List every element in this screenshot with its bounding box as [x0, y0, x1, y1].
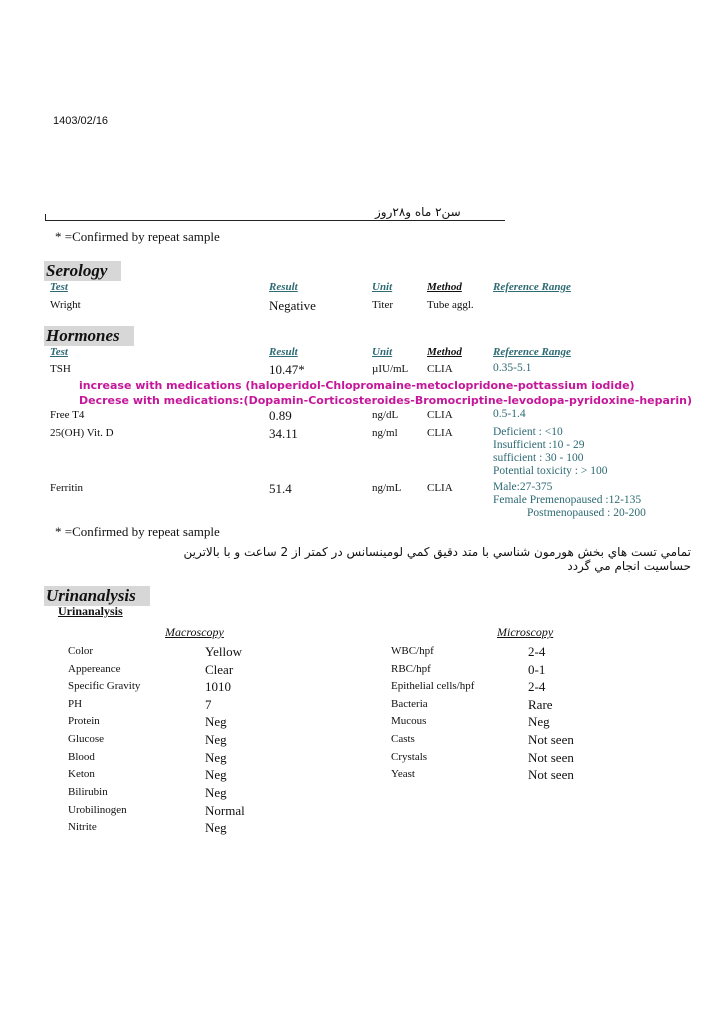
macro-label: Blood: [68, 751, 95, 763]
micro-value: Not seen: [528, 767, 574, 782]
col-header-method: Method: [427, 346, 462, 358]
macro-value: Neg: [205, 820, 227, 835]
col-header-unit: Unit: [372, 281, 393, 293]
test-result-ferritin: 51.4: [269, 481, 292, 496]
test-unit-ferritin: ng/mL: [372, 482, 402, 494]
macro-value: Normal: [205, 803, 245, 818]
test-name-ferritin: Ferritin: [50, 482, 83, 494]
report-date: 1403/02/16: [53, 115, 109, 127]
micro-label: Mucous: [391, 715, 427, 727]
hormone-method-note-line1: تمامي تست هاي بخش هورمون شناسي با متد دقيق كمي لومينسانس در كمتر از 2 ساعت و با بالاترين: [183, 545, 691, 559]
micro-value: Not seen: [528, 732, 574, 747]
test-name-tsh: TSH: [50, 363, 71, 375]
macro-value: Neg: [205, 732, 227, 747]
col-header-result: Result: [269, 281, 298, 293]
test-method-free-t4: CLIA: [427, 409, 453, 421]
macro-label: Appereance: [68, 663, 121, 675]
reference-ferritin-postmenopaused: Postmenopaused : 20-200: [527, 507, 646, 519]
test-name: Wright: [50, 299, 81, 311]
micro-label: WBC/hpf: [391, 645, 434, 657]
test-result: Negative: [269, 298, 316, 313]
micro-value: 2-4: [528, 644, 546, 659]
col-header-test: Test: [50, 346, 68, 358]
hormone-method-note-line2: حساسيت انجام مي گردد: [567, 559, 691, 573]
reference-vit-d-deficient: Deficient : <10: [493, 426, 563, 438]
micro-label: Crystals: [391, 751, 428, 763]
section-title-serology: Serology: [44, 261, 121, 281]
test-unit-vit-d: ng/ml: [372, 427, 398, 439]
reference-vit-d-toxicity: Potential toxicity : > 100: [493, 465, 608, 477]
macro-value: Neg: [205, 785, 227, 800]
test-result-tsh: 10.47*: [269, 362, 305, 377]
test-result-free-t4: 0.89: [269, 408, 292, 423]
macro-label: Nitrite: [68, 821, 97, 833]
col-header-result: Result: [269, 346, 298, 358]
macro-label: Keton: [68, 768, 95, 780]
test-method-tsh: CLIA: [427, 363, 453, 375]
tsh-decrease-note: Decrese with medications:(Dopamin-Corticosteroides-Bromocriptine-levodopa-pyridoxine-heparin): [79, 394, 692, 407]
macro-label: Color: [68, 645, 94, 657]
patient-age: سن۲ ماه و۲۸روز: [375, 205, 461, 219]
macro-label: Protein: [68, 715, 100, 727]
reference-vit-d-insufficient: Insufficient :10 - 29: [493, 439, 585, 451]
confirmed-note: * =Confirmed by repeat sample: [55, 524, 220, 539]
micro-value: Not seen: [528, 750, 574, 765]
confirmed-note: * =Confirmed by repeat sample: [55, 229, 220, 244]
macro-label: Specific Gravity: [68, 680, 141, 692]
section-title-urinalysis: Urinanalysis: [44, 586, 150, 606]
reference-vit-d-sufficient: sufficient : 30 - 100: [493, 452, 584, 464]
test-unit: Titer: [372, 299, 393, 311]
micro-label: Bacteria: [391, 698, 428, 710]
test-name-vit-d: 25(OH) Vit. D: [50, 427, 114, 439]
macro-value: 7: [205, 697, 212, 712]
tsh-increase-note: increase with medications (haloperidol-Chlopromaine-metoclopridone-pottassium iodide): [79, 379, 635, 392]
macroscopy-header: Macroscopy: [165, 625, 224, 639]
macro-value: Yellow: [205, 644, 242, 659]
macro-value: 1010: [205, 679, 231, 694]
reference-free-t4: 0.5-1.4: [493, 408, 526, 420]
macro-label: PH: [68, 698, 83, 710]
macro-value: Neg: [205, 750, 227, 765]
microscopy-header: Microscopy: [497, 625, 554, 639]
test-method-ferritin: CLIA: [427, 482, 453, 494]
test-method-vit-d: CLIA: [427, 427, 453, 439]
test-name-free-t4: Free T4: [50, 409, 85, 421]
macro-label: Glucose: [68, 733, 105, 745]
test-result-vit-d: 34.11: [269, 426, 298, 441]
macro-label: Urobilinogen: [68, 804, 127, 816]
col-header-unit: Unit: [372, 346, 393, 358]
col-header-method: Method: [427, 281, 462, 293]
test-unit-free-t4: ng/dL: [372, 409, 399, 421]
micro-value: 2-4: [528, 679, 546, 694]
macro-value: Neg: [205, 714, 227, 729]
macro-value: Neg: [205, 767, 227, 782]
test-unit-tsh: µIU/mL: [372, 363, 409, 375]
urinalysis-subtitle: Urinanalysis: [58, 604, 123, 618]
micro-label: Yeast: [391, 768, 415, 780]
col-header-reference: Reference Range: [493, 346, 571, 358]
micro-label: RBC/hpf: [391, 663, 431, 675]
macro-label: Bilirubin: [68, 786, 108, 798]
macro-value: Clear: [205, 662, 234, 677]
micro-value: 0-1: [528, 662, 546, 677]
test-method: Tube aggl.: [427, 299, 474, 311]
micro-label: Casts: [391, 733, 415, 745]
micro-value: Neg: [528, 714, 550, 729]
header-divider: [45, 220, 505, 221]
reference-tsh: 0.35-5.1: [493, 362, 532, 374]
reference-ferritin-male: Male:27-375: [493, 481, 553, 493]
micro-value: Rare: [528, 697, 553, 712]
micro-label: Epithelial cells/hpf: [391, 680, 475, 692]
section-title-hormones: Hormones: [44, 326, 134, 346]
col-header-test: Test: [50, 281, 68, 293]
reference-ferritin-premenopaused: Female Premenopaused :12-135: [493, 494, 642, 506]
col-header-reference: Reference Range: [493, 281, 571, 293]
